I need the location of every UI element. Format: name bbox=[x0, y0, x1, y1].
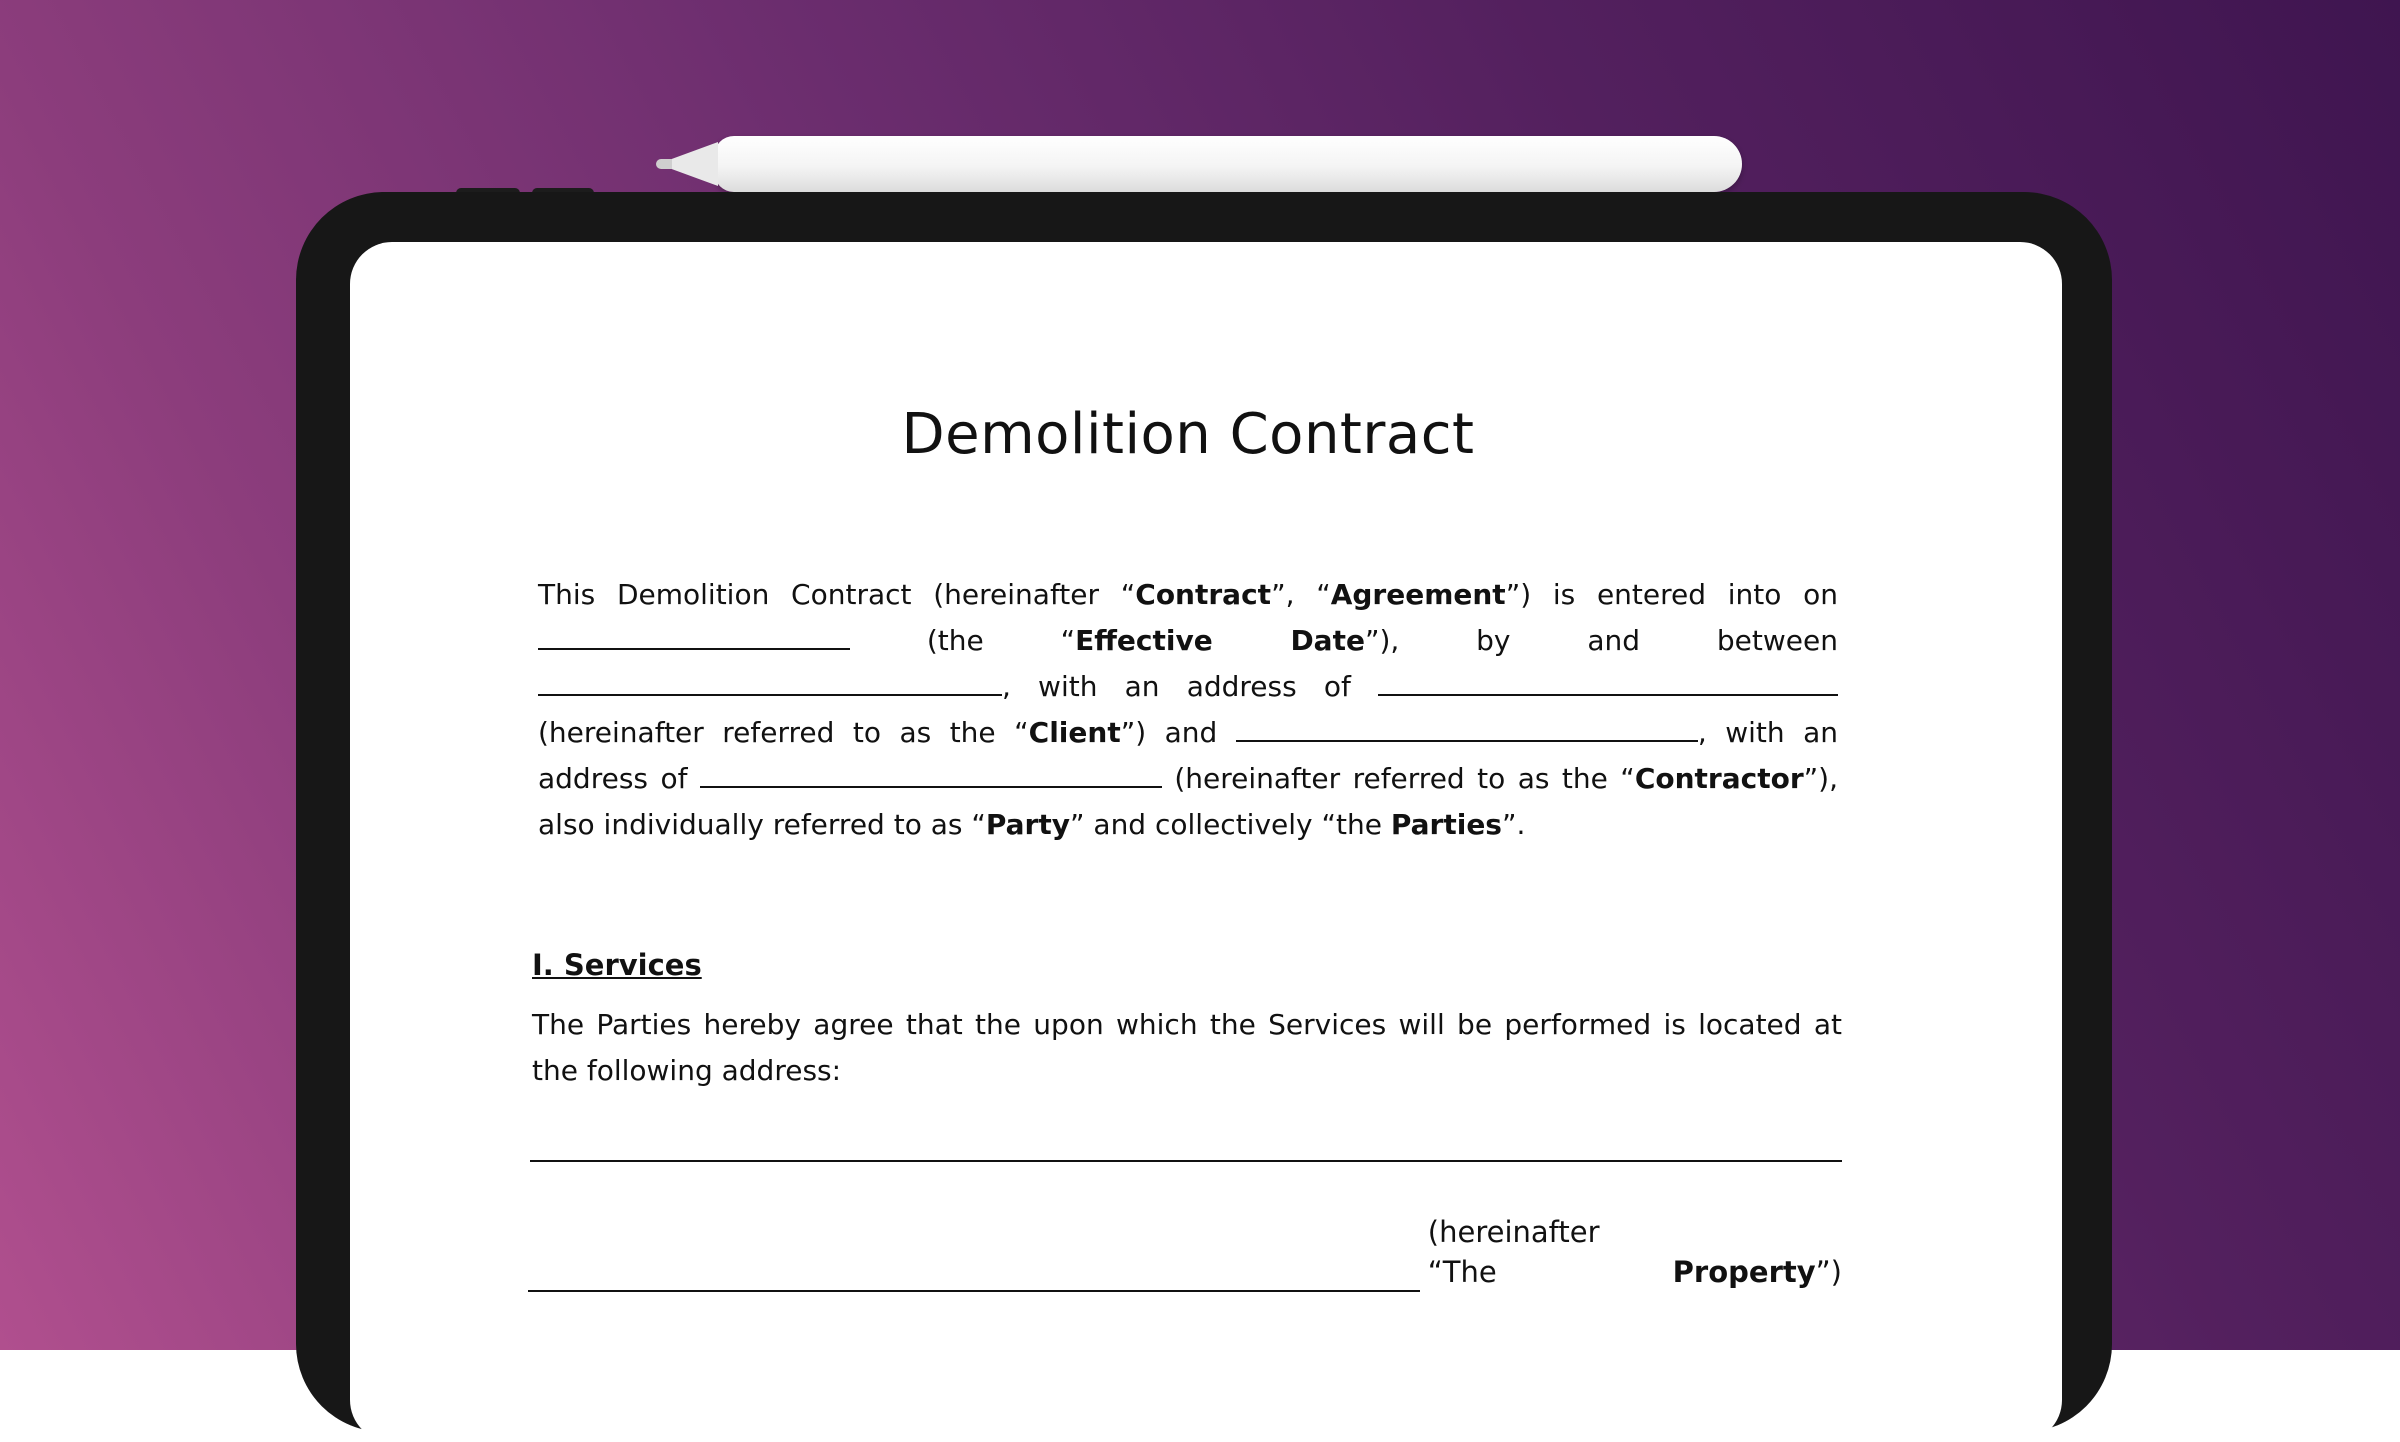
intro-text: (the “ bbox=[850, 624, 1076, 657]
property-row bbox=[528, 1212, 1842, 1292]
effective-date-blank[interactable] bbox=[538, 618, 850, 650]
intro-text: , with an address of bbox=[1002, 670, 1378, 703]
intro-paragraph bbox=[538, 572, 1838, 848]
term-party: Party bbox=[985, 808, 1070, 841]
stylus-point bbox=[656, 159, 672, 169]
document-title: Demolition Contract bbox=[901, 402, 1475, 467]
contractor-name-blank[interactable] bbox=[1236, 710, 1698, 742]
property-text: ”) bbox=[1815, 1255, 1842, 1289]
services-paragraph: The Parties hereby agree that the upon which the Services will be performed is located at the following address: bbox=[532, 1008, 1842, 1087]
term-agreement: Agreement bbox=[1330, 578, 1506, 611]
intro-text: ”) is entered into on bbox=[1505, 578, 1838, 611]
intro-text: ”) and bbox=[1120, 716, 1236, 749]
tablet-screen bbox=[350, 242, 2062, 1442]
property-address-line-2[interactable] bbox=[528, 1256, 1420, 1292]
term-parties: Parties bbox=[1390, 808, 1502, 841]
intro-text: ”. bbox=[1501, 808, 1526, 841]
intro-text: ”, “ bbox=[1271, 578, 1331, 611]
contractor-address-blank[interactable] bbox=[700, 756, 1162, 788]
intro-text: (hereinafter referred to as the “ bbox=[538, 716, 1029, 749]
intro-text: This Demolition Contract (hereinafter “ bbox=[538, 578, 1136, 611]
property-text: (hereinafter “The bbox=[1427, 1215, 1600, 1289]
intro-text: ”), also individually referred to as “ bbox=[538, 762, 1838, 841]
property-address-line[interactable] bbox=[530, 1160, 1842, 1162]
intro-text: , with an address of bbox=[538, 716, 1838, 795]
term-contract: Contract bbox=[1135, 578, 1272, 611]
term-contractor: Contractor bbox=[1634, 762, 1804, 795]
term-property: Property bbox=[1672, 1255, 1816, 1289]
stylus-pencil bbox=[658, 136, 1742, 192]
intro-text: (hereinafter referred to as the “ bbox=[1161, 762, 1635, 795]
client-name-blank[interactable] bbox=[538, 664, 1002, 696]
intro-text: ”), by and between bbox=[1364, 624, 1838, 657]
stylus-body bbox=[714, 136, 1742, 192]
term-client: Client bbox=[1028, 716, 1121, 749]
client-address-blank[interactable] bbox=[1378, 664, 1838, 696]
term-effective-date: Effective Date bbox=[1075, 624, 1365, 657]
section-heading-services: I. Services bbox=[532, 948, 702, 982]
intro-text: ” and collectively “the bbox=[1070, 808, 1391, 841]
